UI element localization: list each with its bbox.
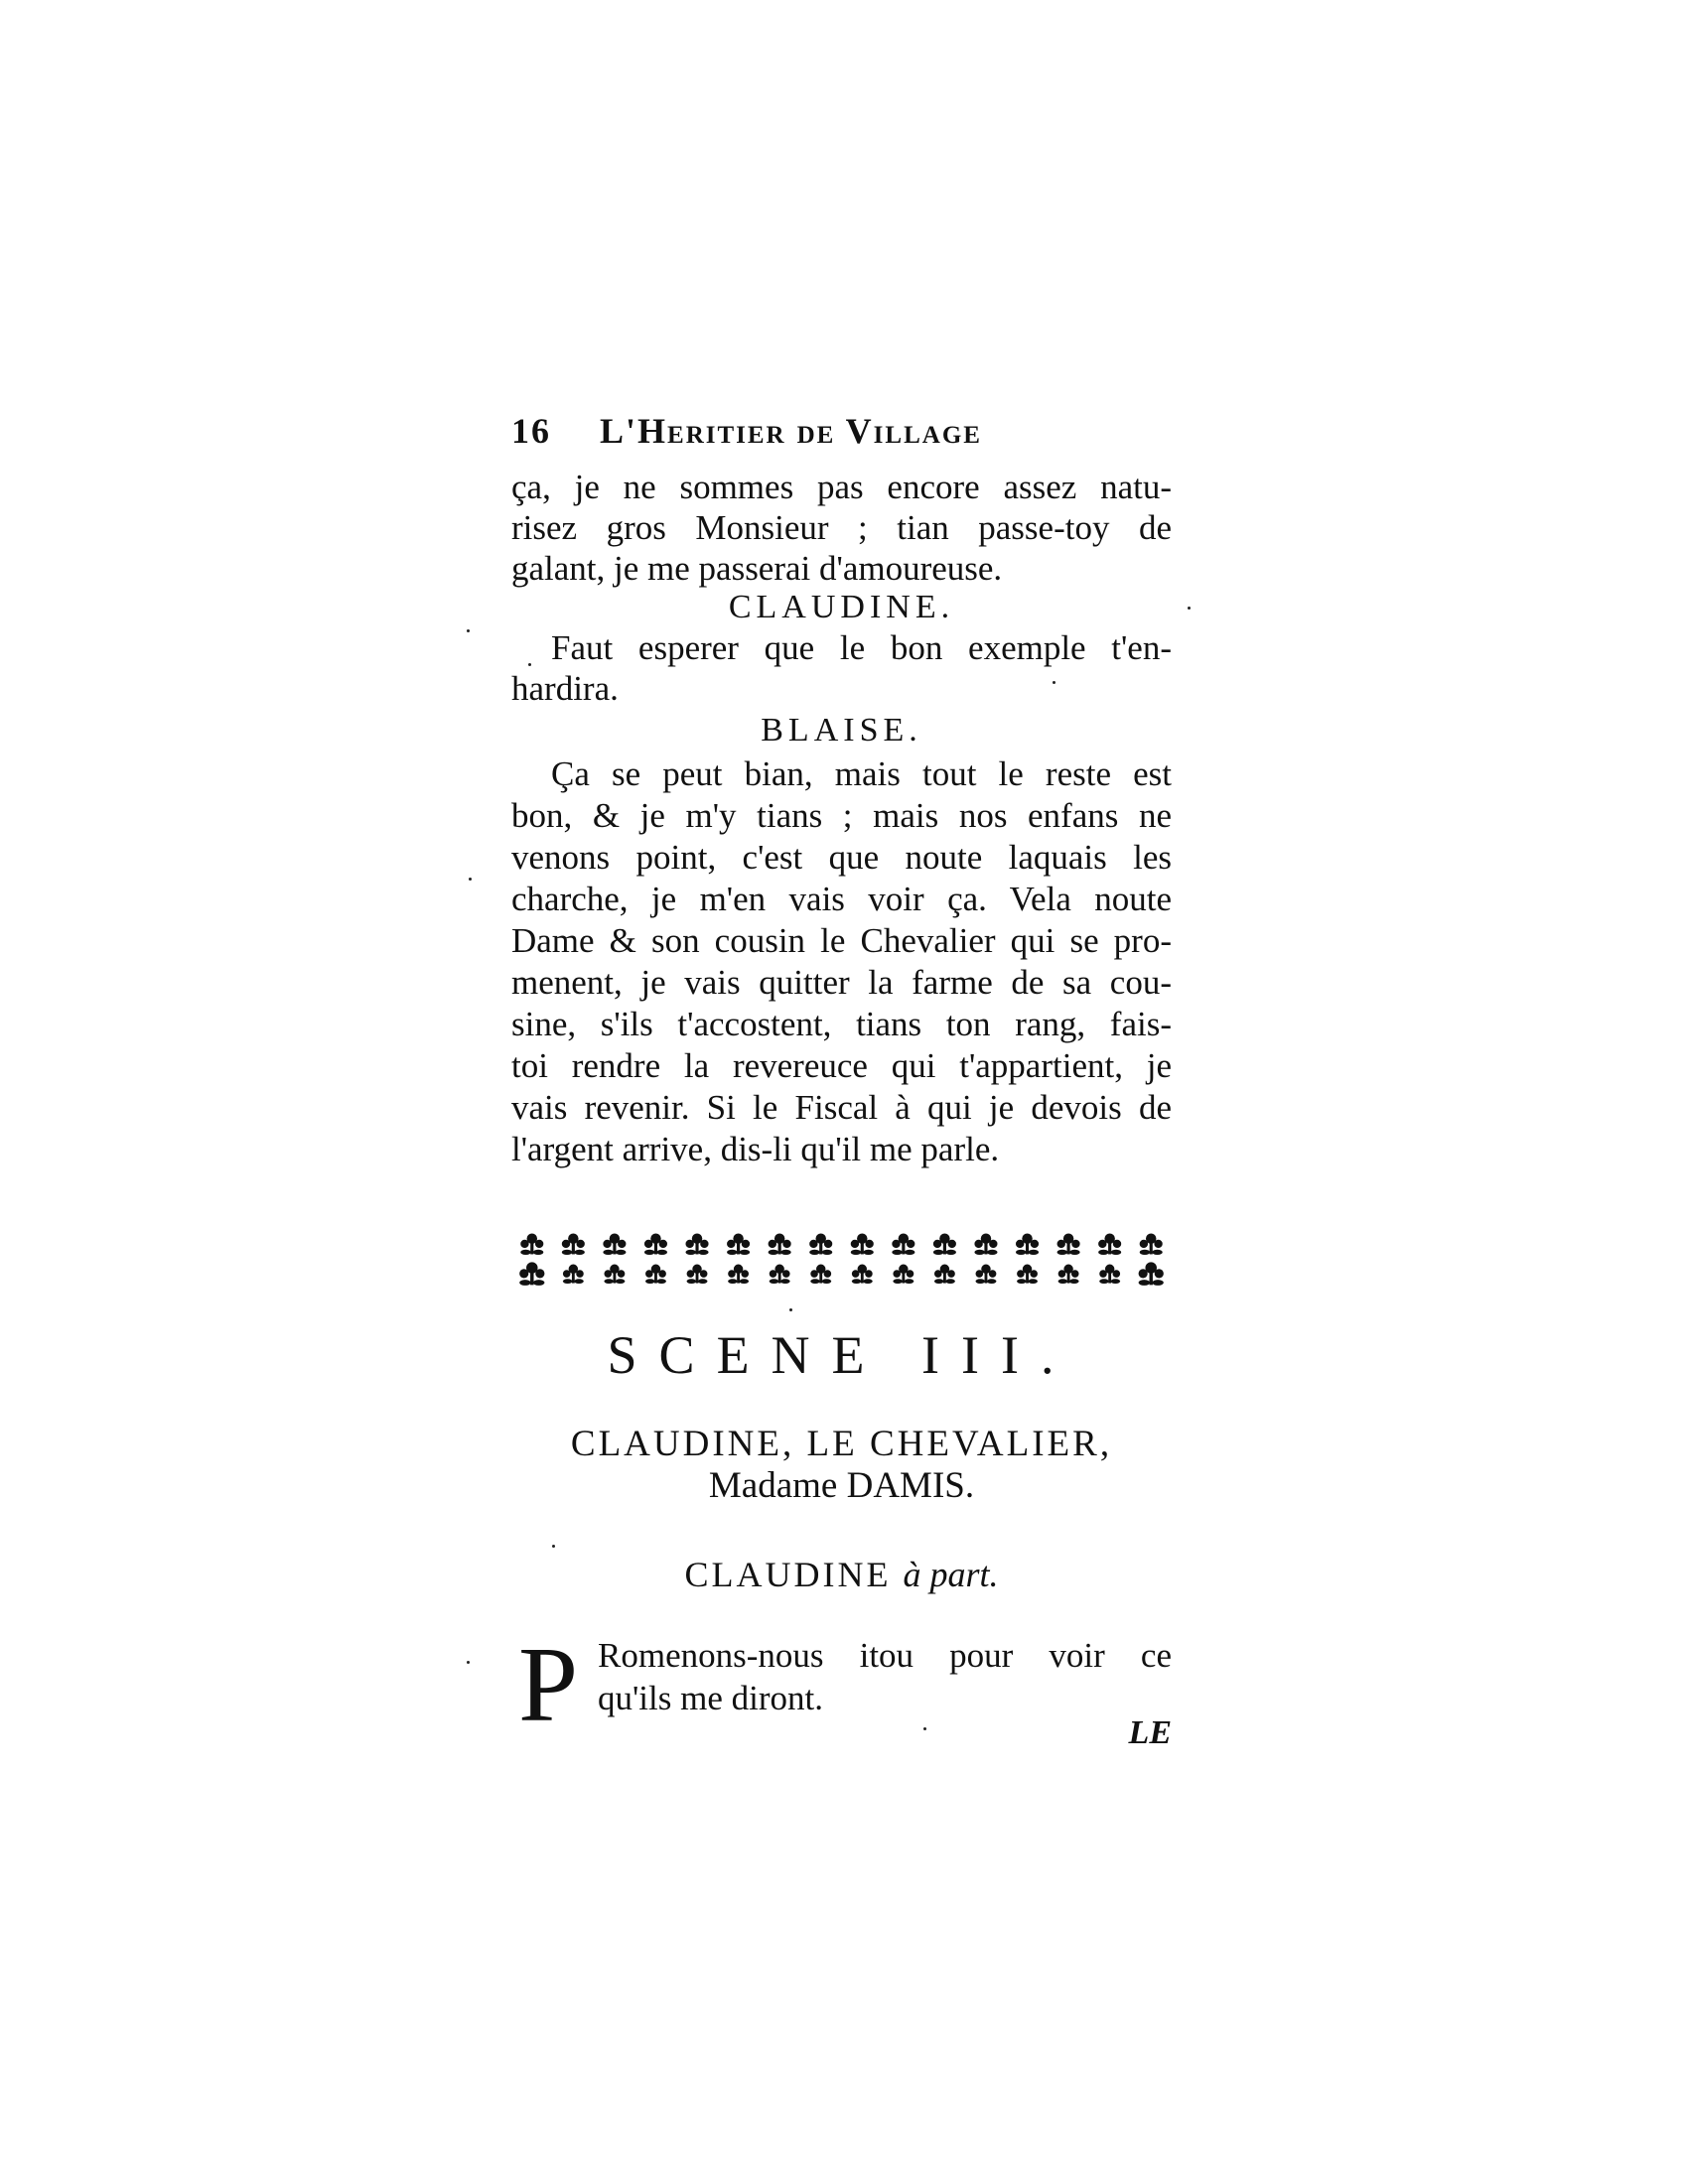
print-speck bbox=[528, 663, 531, 666]
speaker-name: CLAUDINE. bbox=[728, 589, 955, 625]
fleuron-icon bbox=[1058, 1265, 1079, 1284]
drop-cap: P bbox=[518, 1626, 579, 1744]
text-line: vais revenir. Si le Fiscal à qui je devois de bbox=[511, 1088, 1172, 1127]
print-speck bbox=[789, 1308, 792, 1311]
scene-title: SCENE III. bbox=[607, 1325, 1076, 1385]
fleuron-icon bbox=[562, 1233, 585, 1255]
fleuron-icon bbox=[810, 1265, 831, 1284]
text-line: Ça se peut bian, mais tout le reste est bbox=[551, 754, 1172, 793]
fleuron-icon bbox=[644, 1233, 667, 1255]
text-line: ça, je ne sommes pas encore assez natu- bbox=[511, 468, 1172, 506]
fleuron-icon bbox=[727, 1233, 750, 1255]
fleuron-icon bbox=[934, 1265, 955, 1284]
fleuron-icon bbox=[604, 1265, 625, 1284]
fleuron-icon bbox=[645, 1265, 666, 1284]
fleuron-icon bbox=[770, 1265, 790, 1284]
fleuron-icon bbox=[974, 1233, 997, 1255]
fleuron-icon bbox=[1099, 1265, 1120, 1284]
fleuron-icon bbox=[1057, 1233, 1080, 1255]
speaker-name: BLAISE. bbox=[761, 712, 922, 749]
text-line: risez gros Monsieur ; tian passe-toy de bbox=[511, 508, 1172, 547]
fleuron-icon bbox=[687, 1265, 708, 1284]
text-line: qu'ils me diront. bbox=[598, 1679, 823, 1717]
fleuron-icon bbox=[1016, 1233, 1039, 1255]
print-speck bbox=[469, 878, 472, 881]
fleuron-icon bbox=[892, 1233, 914, 1255]
cast-list-line-2: Madame DAMIS. bbox=[708, 1465, 975, 1506]
print-speck bbox=[552, 1545, 555, 1548]
fleuron-icon bbox=[852, 1265, 873, 1284]
speaker-heading bbox=[511, 1552, 1172, 1597]
fleuron-icon bbox=[1098, 1233, 1121, 1255]
fleuron-ornament bbox=[511, 1227, 1172, 1297]
fleuron-icon bbox=[1139, 1262, 1164, 1286]
text-line: menent, je vais quitter la farme de sa cou- bbox=[511, 963, 1172, 1002]
text-line: l'argent arrive, dis-li qu'il me parle. bbox=[511, 1130, 1000, 1168]
fleuron-icon bbox=[1140, 1233, 1163, 1255]
fleuron-icon bbox=[685, 1233, 708, 1255]
fleuron-icon bbox=[728, 1265, 749, 1284]
speaker-name: CLAUDINE bbox=[684, 1555, 892, 1594]
text-line: charche, je m'en vais voir ça. Vela noute bbox=[511, 880, 1172, 918]
text-line: Romenons-nous itou pour voir ce bbox=[598, 1636, 1172, 1675]
cast-list-line-1: CLAUDINE, LE CHEVALIER, bbox=[570, 1424, 1113, 1464]
print-speck bbox=[1188, 607, 1191, 610]
text-line: bon, & je m'y tians ; mais nos enfans ne bbox=[511, 796, 1172, 835]
fleuron-icon bbox=[809, 1233, 832, 1255]
running-title: L'Heritier de Village bbox=[600, 411, 982, 451]
fleuron-band-icon bbox=[511, 1227, 1172, 1297]
fleuron-icon bbox=[563, 1265, 584, 1284]
print-speck bbox=[467, 629, 470, 632]
text-line: hardira. bbox=[511, 669, 619, 708]
fleuron-icon bbox=[520, 1233, 543, 1255]
text-line: toi rendre la revereuce qui t'appartient, je bbox=[511, 1046, 1172, 1085]
print-speck bbox=[923, 1727, 926, 1730]
print-speck bbox=[467, 1661, 470, 1664]
page-number: 16 bbox=[511, 411, 551, 451]
text-line: sine, s'ils t'accostent, tians ton rang, fais- bbox=[511, 1005, 1172, 1043]
text-line: venons point, c'est que noute laquais les bbox=[511, 838, 1172, 877]
text-line: Faut esperer que le bon exemple t'en- bbox=[551, 628, 1172, 667]
text-line: galant, je me passerai d'amoureuse. bbox=[511, 549, 1003, 588]
fleuron-icon bbox=[603, 1233, 626, 1255]
catchword: LE bbox=[1128, 1714, 1172, 1751]
fleuron-icon bbox=[1017, 1265, 1038, 1284]
print-speck bbox=[1053, 681, 1055, 684]
running-head bbox=[511, 410, 1172, 460]
text-line: Dame & son cousin le Chevalier qui se pro- bbox=[511, 921, 1172, 960]
fleuron-icon bbox=[893, 1265, 914, 1284]
stage-direction: à part. bbox=[903, 1555, 999, 1594]
fleuron-icon bbox=[933, 1233, 956, 1255]
fleuron-icon bbox=[519, 1262, 544, 1286]
fleuron-icon bbox=[851, 1233, 874, 1255]
fleuron-icon bbox=[976, 1265, 997, 1284]
fleuron-icon bbox=[769, 1233, 791, 1255]
